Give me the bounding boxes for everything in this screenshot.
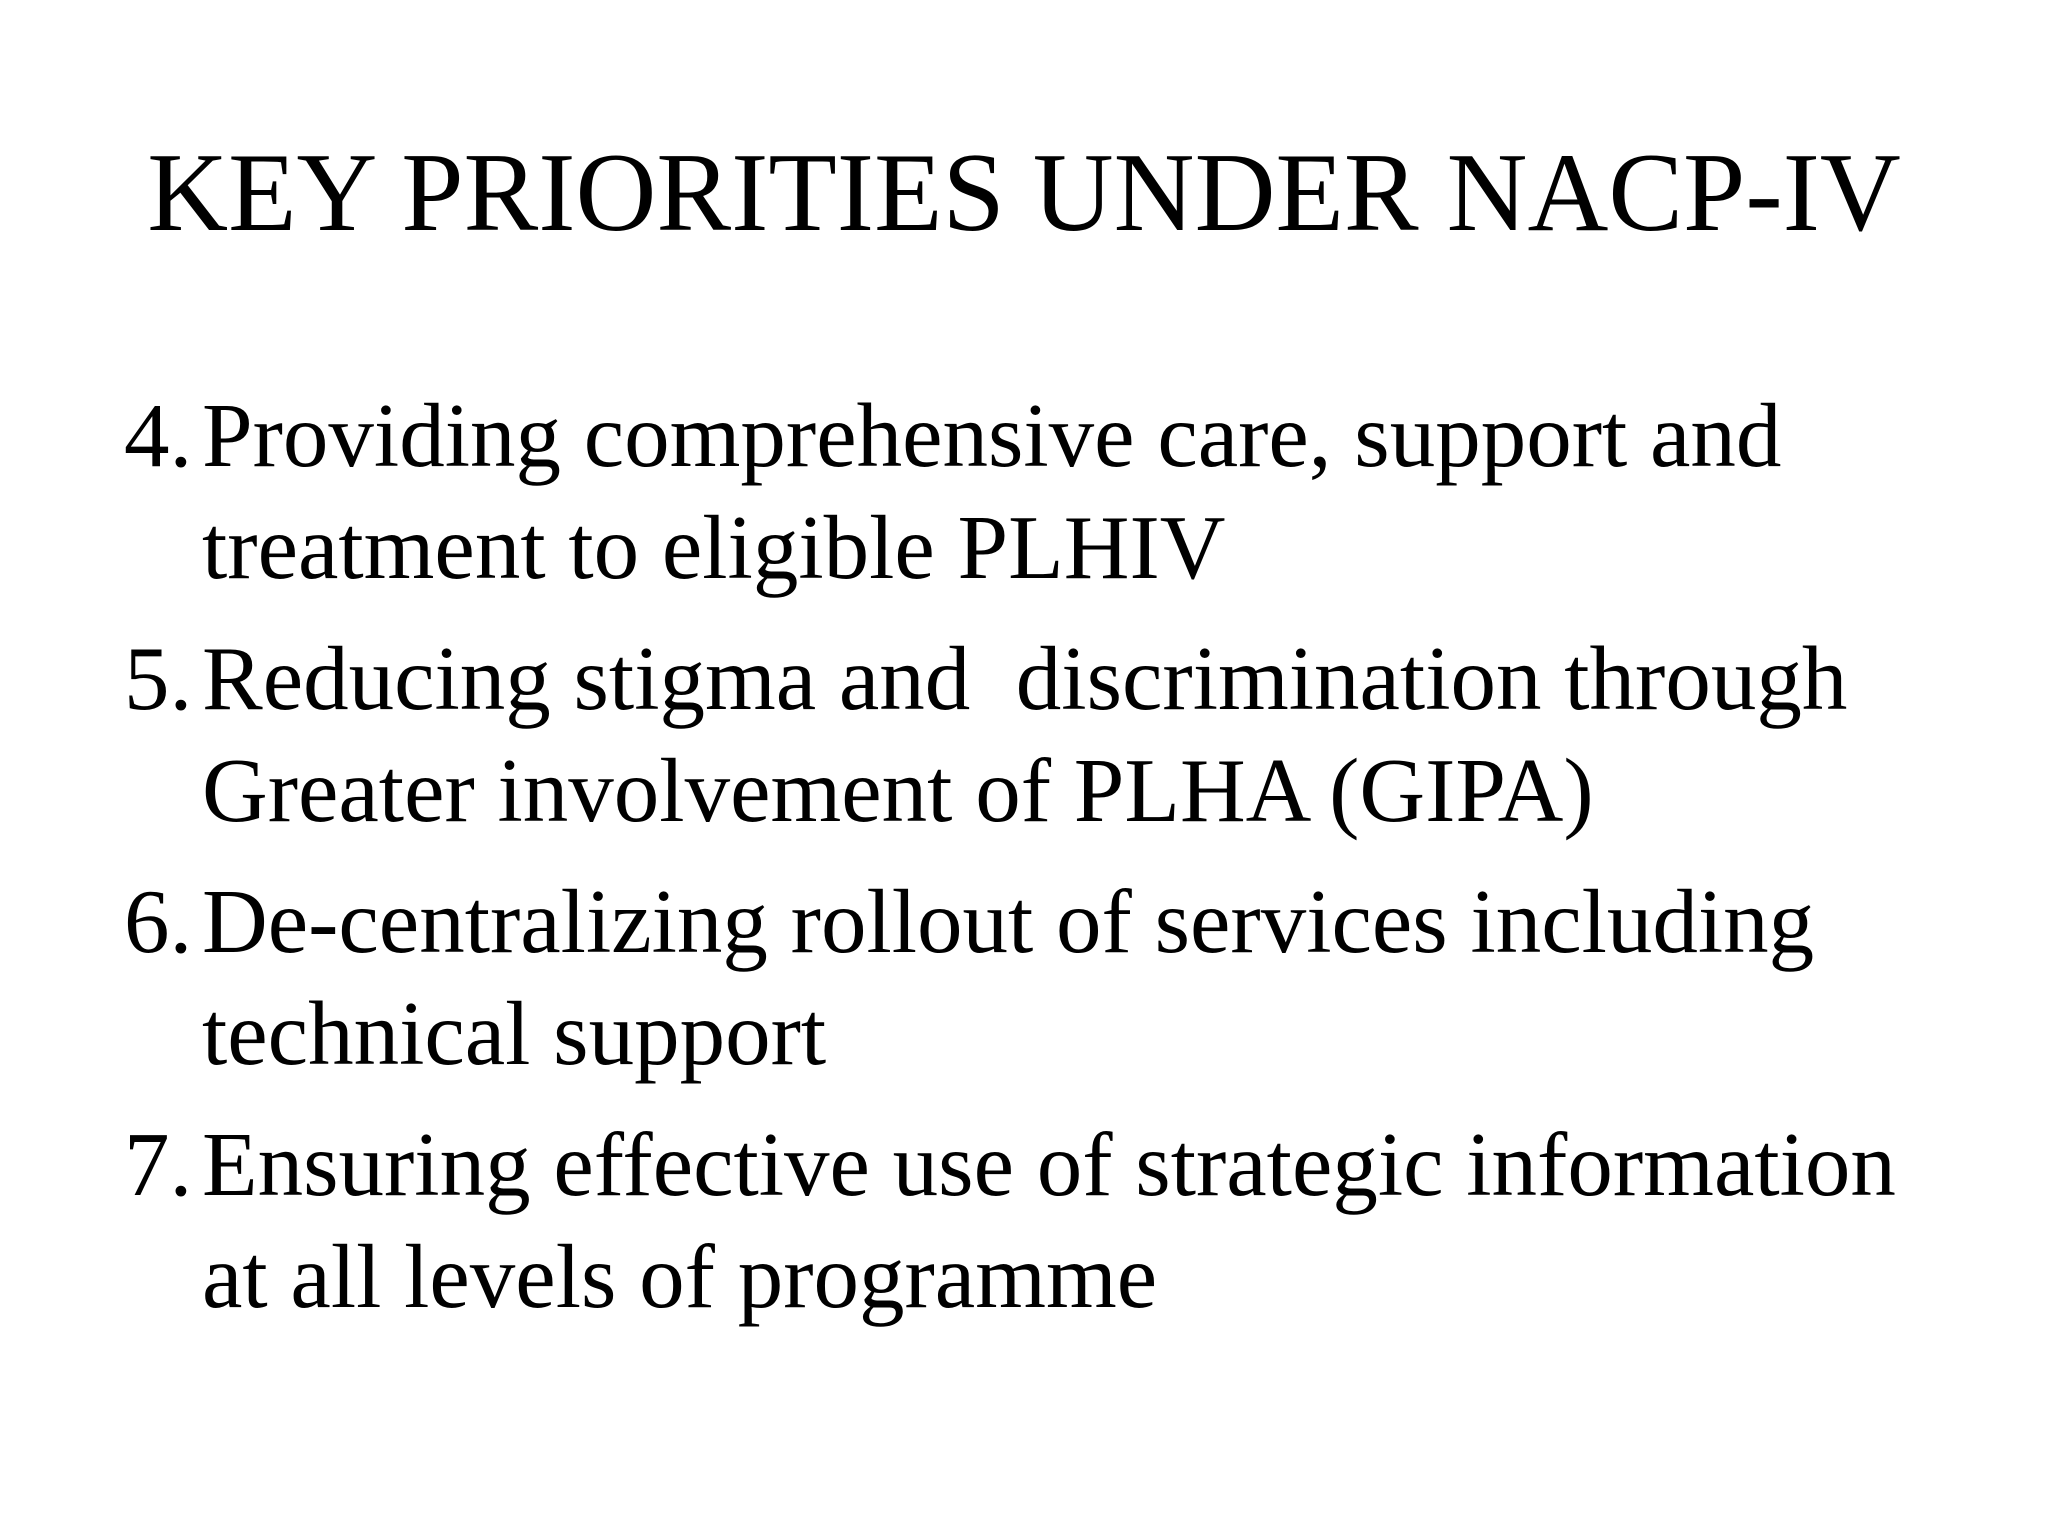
priority-text-line-2: technical support (202, 983, 827, 1084)
priority-item-4 (124, 380, 2004, 604)
priority-item-7 (124, 1109, 2004, 1333)
priority-number: 5. (124, 628, 193, 729)
priority-text-line-1: Providing comprehensive care, support and (202, 385, 1782, 486)
slide-title: KEY PRIORITIES UNDER NACP-IV (147, 131, 1901, 255)
priority-number: 6. (124, 871, 193, 972)
priority-text-line-2: treatment to eligible PLHIV (202, 497, 1226, 598)
priority-text-line-2: at all levels of programme (202, 1226, 1158, 1327)
priority-text-line-1: Ensuring effective use of strategic information (202, 1114, 1896, 1215)
priority-text-line-1: Reducing stigma and discrimination through (202, 628, 1848, 729)
priority-number: 4. (124, 385, 193, 486)
priority-text-line-1: De-centralizing rollout of services including (202, 871, 1815, 972)
priorities-list (124, 380, 2004, 1352)
priority-item-5 (124, 623, 2004, 847)
priority-item-6 (124, 866, 2004, 1090)
priority-text-line-2: Greater involvement of PLHA (GIPA) (202, 740, 1594, 841)
priority-number: 7. (124, 1114, 193, 1215)
